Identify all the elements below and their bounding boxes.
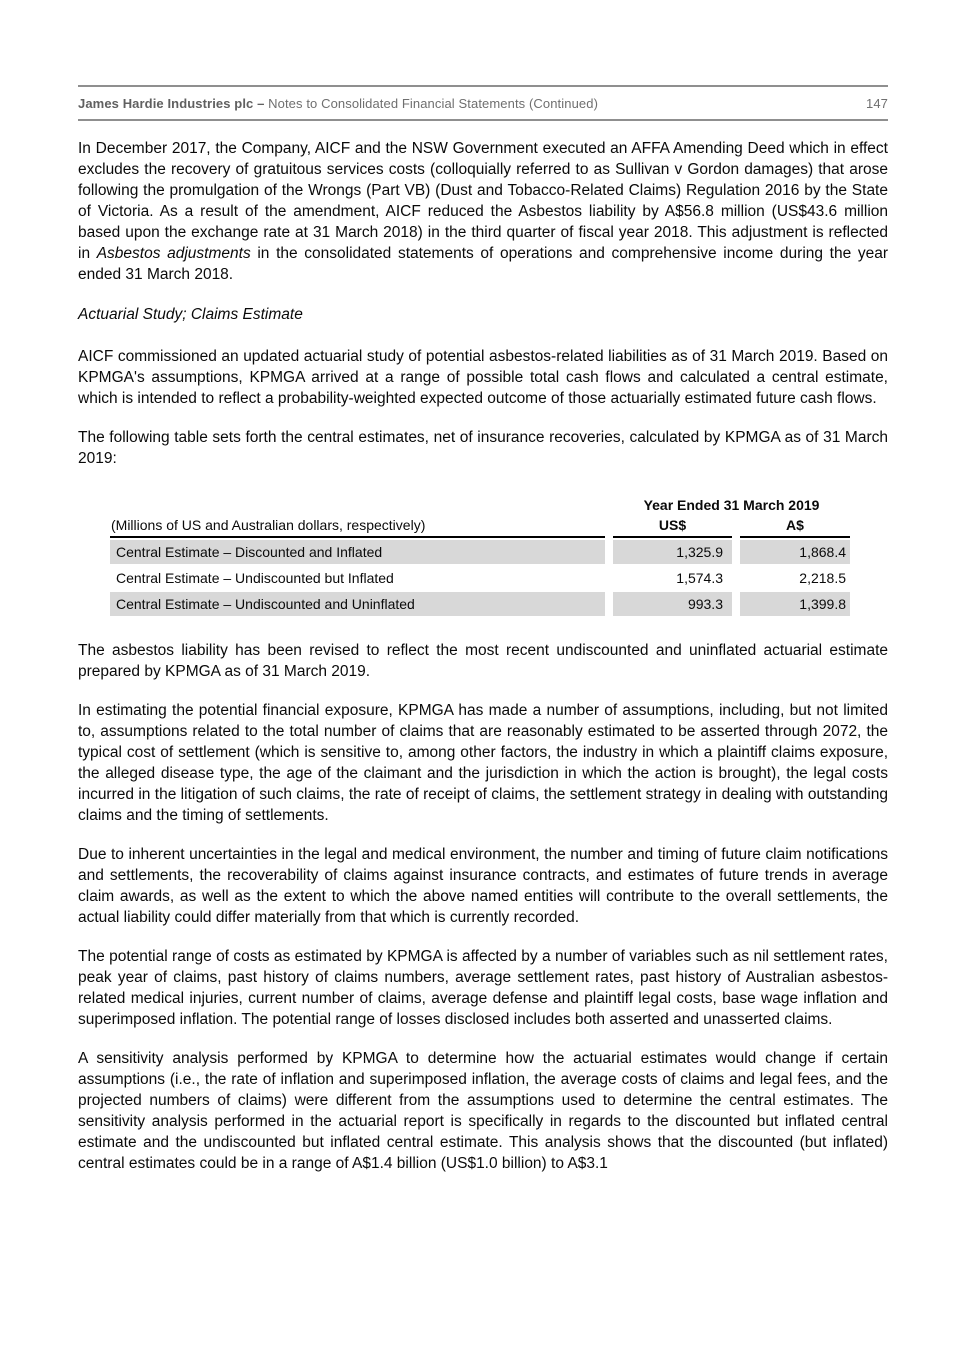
paragraph-text: in the consolidated statements of operations and comprehensive income during the year ended 31 March 2018. (78, 245, 888, 283)
header-row (78, 87, 888, 119)
paragraph-text: In December 2017, the Company, AICF and the NSW Government executed an AFFA Amending Deed which in effect excludes the recovery of gratuitous services costs (colloquially referred to as Sullivan v Gordon damages) that arose following the promulgation of the Wrongs (Part VB) (Dust and Tobacco-Related Claims) Regulation 2016 by the State of Victoria. As a result of the amendment, AICF reduced the Asbestos liability by A$56.8 million (US$43.6 million based upon the exchange rate at 31 March 2018) in the third quarter of fiscal year 2018. This adjustment is reflected in (78, 140, 888, 262)
page-number: 147 (866, 95, 888, 111)
column-header-aud: A$ (740, 517, 850, 538)
document-body (78, 121, 888, 1174)
paragraph-affa-amending-deed (78, 138, 888, 285)
paragraph-inherent-uncertainties: Due to inherent uncertainties in the legal and medical environment, the number and timing of future claim notifications and settlements, the recoverability of claims against insurance contracts, and estimates of future trends in average claim awards, as well as the extent to which the above named entities will contribute to the overall settlements, the actual liability could differ materially from that which is currently recorded. (78, 846, 888, 926)
paragraph-potential-range: The potential range of costs as estimated by KPMGA is affected by a number of variables such as nil settlement rates, peak year of claims, past history of claims numbers, average settlement rates, past history of Australian asbestos-related medical injuries, current number of claims, average defense and plaintiff legal costs, base wage inflation and superimposed inflation. The potential range of losses disclosed includes both asserted and unasserted claims. (78, 948, 888, 1028)
table-row-label: Central Estimate – Undiscounted and Uninflated (110, 592, 605, 616)
paragraph-actuarial-study: AICF commissioned an updated actuarial study of potential asbestos-related liabilities as of 31 March 2019. Based on KPMGA's assumptions, KPMGA arrived at a range of possible total cash flows and calculated a central estimate, which is intended to reflect a probability-weighted expected outcome of those actuarially estimated future cash flows. (78, 348, 888, 407)
section-heading-actuarial-study: Actuarial Study; Claims Estimate (78, 306, 303, 323)
paragraph-kpmga-assumptions: In estimating the potential financial exposure, KPMGA has made a number of assumptions, including, but not limited to, assumptions related to the total number of claims that are reasonably estimated to be asserted through 2072, the typical cost of settlement (which is sensitive to, among other factors, the industry in which a plaintiff claims exposure, the alleged disease type, the age of the claimant and the jurisdiction in which the action is brought), the legal costs incurred in the litigation of such claims, the rate of receipt of claims, the settlement strategy in dealing with outstanding claims and the timing of settlements. (78, 702, 888, 824)
table-row-label: Central Estimate – Undiscounted but Inflated (110, 566, 605, 590)
header-subtitle: Notes to Consolidated Financial Statements (Continued) (264, 95, 599, 111)
table-row-aud-value: 2,218.5 (740, 566, 850, 590)
table-caption: (Millions of US and Australian dollars, respectively) (110, 517, 605, 538)
paragraph-table-intro: The following table sets forth the central estimates, net of insurance recoveries, calculated by KPMGA as of 31 March 2019: (78, 429, 888, 467)
paragraph-liability-revised: The asbestos liability has been revised to reflect the most recent undiscounted and uninflated actuarial estimate prepared by KPMGA as of 31 March 2019. (78, 642, 888, 680)
table-row-aud-value: 1,868.4 (740, 540, 850, 564)
table-row-usd-value: 993.3 (613, 592, 732, 616)
header-title (78, 96, 598, 111)
page-header (78, 85, 888, 121)
paragraph-sensitivity-analysis: A sensitivity analysis performed by KPMGA to determine how the actuarial estimates would change if certain assumptions (i.e., the rate of inflation and superimposed inflation, the average costs of claims and legal fees, and the projected numbers of claims) were different from the assumptions used to determine the central estimates. The sensitivity analysis performed in the actuarial report is specifically in regards to the discounted but inflated central estimate and the undiscounted but inflated central estimate. This analysis shows that the discounted (but inflated) central estimates could be in a range of A$1.4 billion (US$1.0 billion) to A$3.1 (78, 1050, 888, 1172)
table-row-usd-value: 1,574.3 (613, 566, 732, 590)
column-header-usd: US$ (613, 517, 732, 538)
company-name: James Hardie Industries plc – (78, 95, 265, 111)
table-row-label: Central Estimate – Discounted and Inflated (110, 540, 605, 564)
asbestos-adjustments-italic: Asbestos adjustments (96, 245, 251, 262)
central-estimates-table (110, 497, 850, 616)
table-row-aud-value: 1,399.8 (740, 592, 850, 616)
table-spacer-cell (110, 497, 605, 515)
table-period-header: Year Ended 31 March 2019 (643, 497, 820, 513)
table-row-usd-value: 1,325.9 (613, 540, 732, 564)
